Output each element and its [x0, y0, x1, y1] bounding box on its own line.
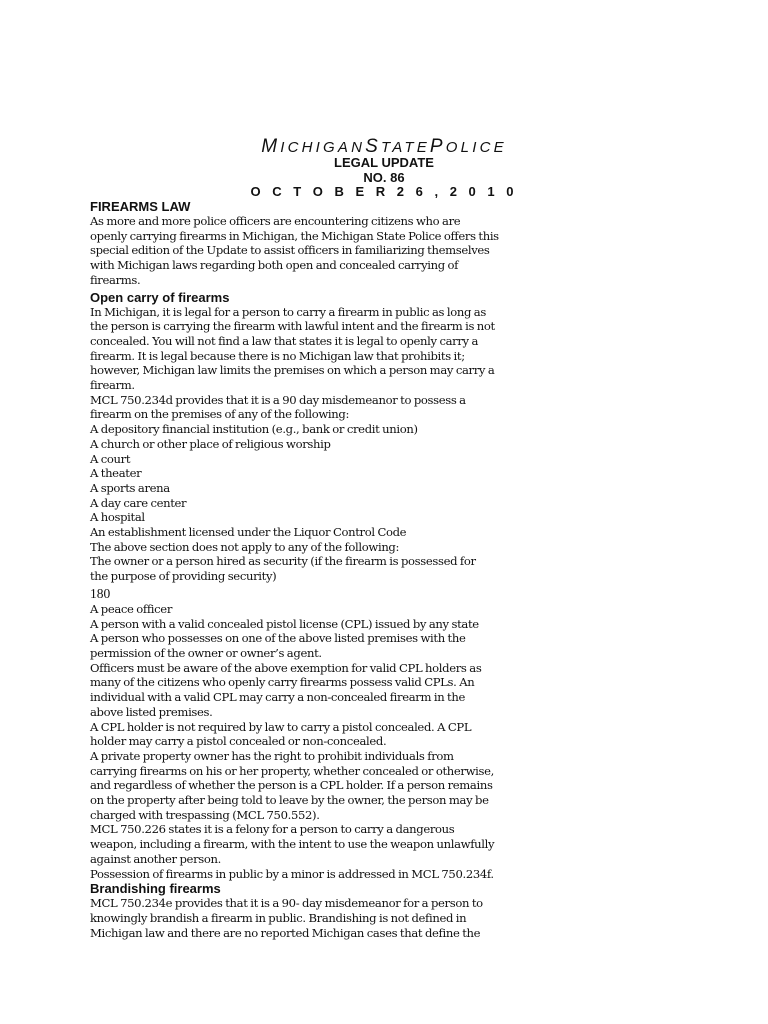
list-item: A person who possesses on one of the above listed premises with the: [90, 631, 466, 646]
text-line: individual with a valid CPL may carry a non-concealed firearm in the: [90, 690, 465, 705]
text-line: Michigan law and there are no reported Michigan cases that define the: [90, 925, 481, 940]
list-item: The owner or a person hired as security (if the firearm is possessed for: [90, 554, 476, 569]
text-line: MCL 750.234e provides that it is a 90- day misdemeanor for a person to: [90, 896, 483, 911]
agency-title: MICHIGANSTATEPOLICE: [261, 136, 507, 157]
text-line: and regardless of whether the person is a CPL holder. If a person remains: [90, 778, 493, 793]
section-heading-brandishing: Brandishing firearms: [90, 881, 221, 897]
document-subtitle: LEGAL UPDATE: [334, 155, 434, 170]
text-line: firearm.: [90, 378, 135, 393]
list-item: A depository financial institution (e.g., bank or credit union): [90, 422, 418, 437]
text-line: MCL 750.226 states it is a felony for a person to carry a dangerous: [90, 822, 455, 837]
open-carry-text-a: [90, 305, 510, 584]
text-line: knowingly brandish a firearm in public. Brandishing is not defined in: [90, 910, 467, 925]
list-item: A day care center: [90, 495, 187, 510]
list-item: A sports arena: [90, 480, 170, 495]
text-line: against another person.: [90, 851, 221, 866]
text-line: firearms.: [90, 272, 141, 287]
list-item: A court: [90, 451, 131, 466]
text-line: special edition of the Update to assist officers in familiarizing themselves: [90, 243, 490, 258]
text-line: A CPL holder is not required by law to carry a pistol concealed. A CPL: [90, 719, 472, 734]
text-line: firearm. It is legal because there is no Michigan law that prohibits it;: [90, 348, 465, 363]
list-item: A church or other place of religious worship: [90, 436, 331, 451]
text-line: concealed. You will not find a law that states it is legal to openly carry a: [90, 333, 479, 348]
text-line: holder may carry a pistol concealed or non-concealed.: [90, 734, 387, 749]
open-carry-text-b: [90, 602, 510, 881]
text-line: As more and more police officers are encountering citizens who are: [90, 214, 461, 228]
text-line: however, Michigan law limits the premises on which a person may carry a: [90, 363, 495, 378]
issue-date: O C T O B E R 2 6 , 2 0 1 0: [250, 184, 518, 199]
text-line: carrying firearms on his or her property, whether concealed or otherwise,: [90, 763, 494, 778]
firearms-law-intro: [90, 214, 510, 288]
brandishing-text: [90, 896, 510, 940]
text-line: permission of the owner or owner’s agent.: [90, 645, 322, 660]
list-item: A person with a valid concealed pistol license (CPL) issued by any state: [90, 616, 479, 631]
section-heading-firearms-law: FIREARMS LAW: [90, 199, 191, 214]
text-line: the person is carrying the firearm with lawful intent and the firearm is not: [90, 319, 495, 334]
text-line: In Michigan, it is legal for a person to carry a firearm in public as long as: [90, 304, 486, 319]
text-line: firearm on the premises of any of the following:: [90, 407, 350, 422]
text-line: Officers must be aware of the above exemption for valid CPL holders as: [90, 660, 482, 675]
text-line: The above section does not apply to any of the following:: [90, 539, 400, 554]
list-item: A peace officer: [90, 601, 173, 616]
text-line: Possession of firearms in public by a minor is addressed in MCL 750.234f.: [90, 866, 494, 881]
list-item: A hospital: [90, 510, 145, 525]
list-item: An establishment licensed under the Liquor Control Code: [90, 525, 407, 540]
text-line: above listed premises.: [90, 704, 213, 719]
page-number: 180: [90, 585, 111, 601]
text-line: many of the citizens who openly carry firearms possess valid CPLs. An: [90, 675, 475, 690]
text-line: on the property after being told to leave by the owner, the person may be: [90, 793, 489, 808]
list-item: A theater: [90, 466, 142, 481]
text-line: A private property owner has the right to prohibit individuals from: [90, 748, 454, 763]
issue-number: NO. 86: [363, 170, 405, 185]
text-line: charged with trespassing (MCL 750.552).: [90, 807, 320, 822]
document-body: [90, 199, 510, 940]
text-line: MCL 750.234d provides that it is a 90 day misdemeanor to possess a: [90, 392, 466, 407]
text-line: weapon, including a firearm, with the intent to use the weapon unlawfully: [90, 837, 495, 852]
section-heading-open-carry: Open carry of firearms: [90, 289, 230, 305]
text-line: the purpose of providing security): [90, 569, 277, 584]
text-line: with Michigan laws regarding both open and concealed carrying of: [90, 258, 459, 273]
text-line: openly carrying firearms in Michigan, the Michigan State Police offers this: [90, 228, 499, 243]
